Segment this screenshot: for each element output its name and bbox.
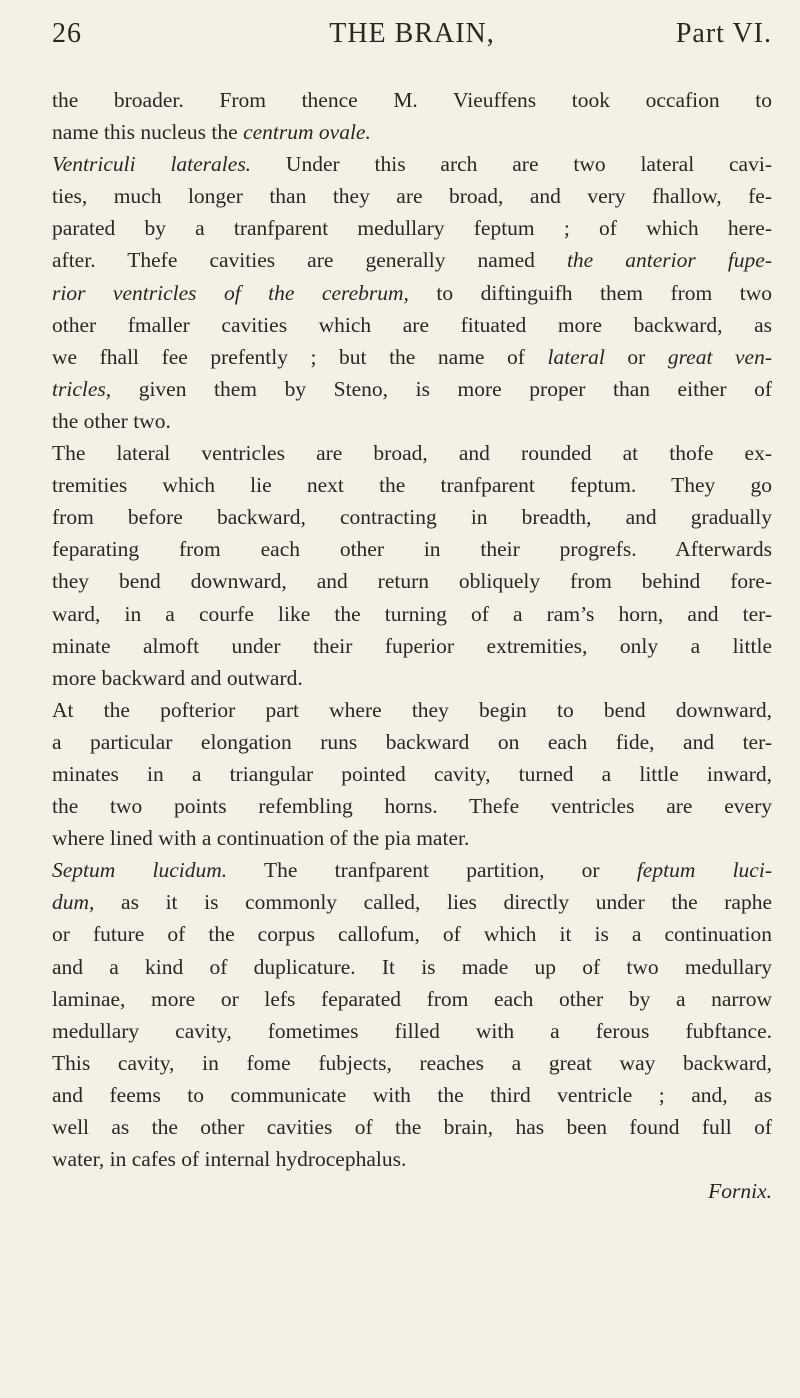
text-line (52, 84, 772, 116)
text-run: the other two. (52, 408, 171, 433)
text-run: after. Thefe cavities are generally named (52, 248, 567, 273)
text-line (52, 1111, 772, 1143)
text-line (52, 437, 772, 469)
text-line (52, 341, 772, 373)
italic-text: dum, (52, 890, 95, 915)
text-run: the broader. From thence M. Vieuffens took occafion to (52, 88, 772, 112)
text-line (52, 212, 772, 244)
italic-text: tricles, (52, 376, 112, 401)
text-run: ties, much longer than they are broad, and very fhallow, fe- (52, 184, 772, 209)
text-line (52, 630, 772, 662)
text-run: they bend downward, and return obliquely from behind fore- (52, 569, 772, 594)
text-line (52, 951, 772, 983)
text-line (52, 373, 772, 405)
italic-text: Ventriculi laterales. (52, 152, 252, 177)
text-run: parated by a tranfparent medullary feptum ; of which here- (52, 216, 772, 241)
italic-text: the anterior fupe- (566, 248, 772, 273)
text-run: medullary cavity, fometimes filled with a ferous fubftance. (52, 1018, 772, 1043)
part-label: Part VI. (675, 18, 772, 49)
text-run: from before backward, contracting in breadth, and gradually (52, 505, 772, 530)
text-run: to diftinguifh them from two (408, 280, 772, 305)
text-line (52, 501, 772, 533)
page-number: 26 (52, 18, 82, 49)
text-line (52, 405, 772, 437)
text-run: This cavity, in fome fubjects, reaches a great way backward, (52, 1050, 772, 1075)
italic-text: great ven- (667, 344, 772, 369)
text-line (52, 1015, 772, 1047)
text-run: and feems to communicate with the third ventricle ; and, as (52, 1082, 772, 1107)
text-run: as it is commonly called, lies directly under the raphe (94, 890, 772, 915)
text-line (52, 726, 772, 758)
text-run: and a kind of duplicature. It is made up of two medullary (52, 954, 772, 979)
text-line (52, 277, 772, 309)
text-run: laminae, more or lefs feparated from each other by a narrow (52, 986, 772, 1011)
text-line (52, 116, 772, 148)
italic-text: centrum ovale. (243, 120, 371, 145)
catchword (52, 1175, 772, 1207)
text-line (52, 790, 772, 822)
text-run: where lined with a continuation of the pia mater. (52, 826, 470, 851)
text-run: At the pofterior part where they begin to bend downward, (52, 697, 772, 722)
text-line (52, 886, 772, 918)
text-line (52, 469, 772, 501)
text-line (52, 1047, 772, 1079)
running-header (52, 14, 772, 54)
text-line (52, 822, 772, 854)
text-run: given them by Steno, is more proper than either of (111, 376, 772, 401)
text-run: The tranfparent partition, or (227, 858, 637, 883)
text-line (52, 180, 772, 212)
text-line (52, 598, 772, 630)
text-line (52, 244, 772, 276)
text-run: water, in cafes of internal hydrocephalus. (52, 1147, 407, 1172)
text-line (52, 1143, 772, 1175)
text-line (52, 694, 772, 726)
text-line (52, 148, 772, 180)
text-run: tremities which lie next the tranfparent feptum. They go (52, 473, 772, 498)
italic-text: rior ventricles of the cerebrum, (52, 280, 409, 305)
text-run: ward, in a courfe like the turning of a ram’s horn, and ter- (52, 601, 772, 626)
text-run: more backward and outward. (52, 665, 303, 690)
text-run: minate almoft under their fuperior extremities, only a little (52, 633, 772, 658)
text-line (52, 854, 772, 886)
text-line (52, 983, 772, 1015)
text-line (52, 533, 772, 565)
italic-text: Septum lucidum. (52, 858, 228, 883)
text-run: minates in a triangular pointed cavity, turned a little inward, (52, 761, 772, 786)
text-run: other fmaller cavities which are fituated more backward, as (52, 312, 772, 337)
text-run: Under this arch are two lateral cavi- (251, 152, 772, 177)
text-run: or (604, 344, 668, 369)
text-run: feparating from each other in their progrefs. Afterwards (52, 537, 772, 562)
text-line (52, 758, 772, 790)
text-run: name this nucleus the (52, 120, 244, 145)
italic-text: lateral (547, 344, 605, 369)
catchword-text: Fornix. (708, 1179, 772, 1204)
text-run: The lateral ventricles are broad, and rounded at thofe ex- (52, 441, 772, 466)
text-run: the two points refembling horns. Thefe ventricles are every (52, 794, 772, 819)
text-line (52, 1079, 772, 1111)
text-run: we fhall fee prefently ; but the name of (52, 344, 548, 369)
text-run: or future of the corpus callofum, of which it is a continuation (52, 922, 772, 947)
text-line (52, 309, 772, 341)
running-title: THE BRAIN, (329, 18, 495, 49)
text-line (52, 565, 772, 597)
italic-text: feptum luci- (636, 858, 772, 883)
body-text (52, 84, 772, 1207)
text-line (52, 918, 772, 950)
text-run: well as the other cavities of the brain, has been found full of (52, 1115, 772, 1139)
text-run: a particular elongation runs backward on each fide, and ter- (52, 729, 772, 754)
text-line (52, 662, 772, 694)
